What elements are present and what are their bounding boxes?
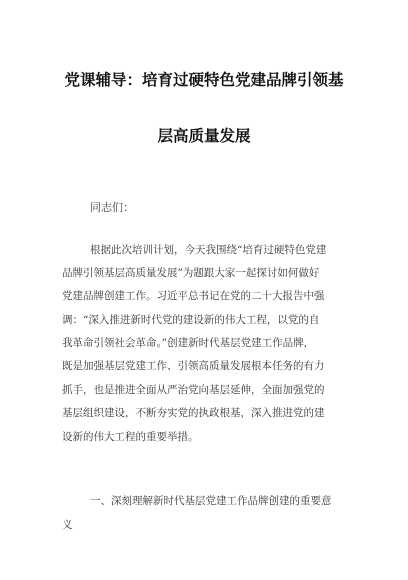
section-heading-line-1: 一、深刻理解新时代基层党建工作品牌创建的重要意 xyxy=(90,495,332,507)
greeting: 同志们： xyxy=(90,201,134,214)
paragraph-line: 党建品牌创建工作。习近平总书记在党的二十大报告中强 xyxy=(62,290,325,302)
document-title-line-2: 层高质量发展 xyxy=(157,127,251,145)
paragraph-line: 基层组织建设，不断夯实党的执政根基，深入推进党的建 xyxy=(62,407,325,419)
paragraph-line: 既是加强基层党建工作、引领高质量发展根本任务的有力 xyxy=(62,360,325,372)
section-heading-line-2: 义 xyxy=(62,519,73,531)
paragraph-line: 抓手，也是推进全面从严治党向基层延伸，全面加强党的 xyxy=(62,384,325,396)
paragraph-line: 品牌引领基层高质量发展”为题跟大家一起探讨如何做好 xyxy=(62,267,320,279)
document-title-line-1: 党课辅导：培育过硬特色党建品牌引领基 xyxy=(64,71,344,89)
paragraph-line: 我革命引领社会革命。”创建新时代基层党建工作品牌， xyxy=(62,337,315,349)
paragraph-line: 调：“深入推进新时代党的建设新的伟大工程，以党的自 xyxy=(62,314,320,326)
paragraph-line: 根据此次培训计划，今天我围绕“培育过硬特色党建 xyxy=(90,244,327,256)
paragraph-line: 设新的伟大工程的重要举措。 xyxy=(62,431,199,443)
